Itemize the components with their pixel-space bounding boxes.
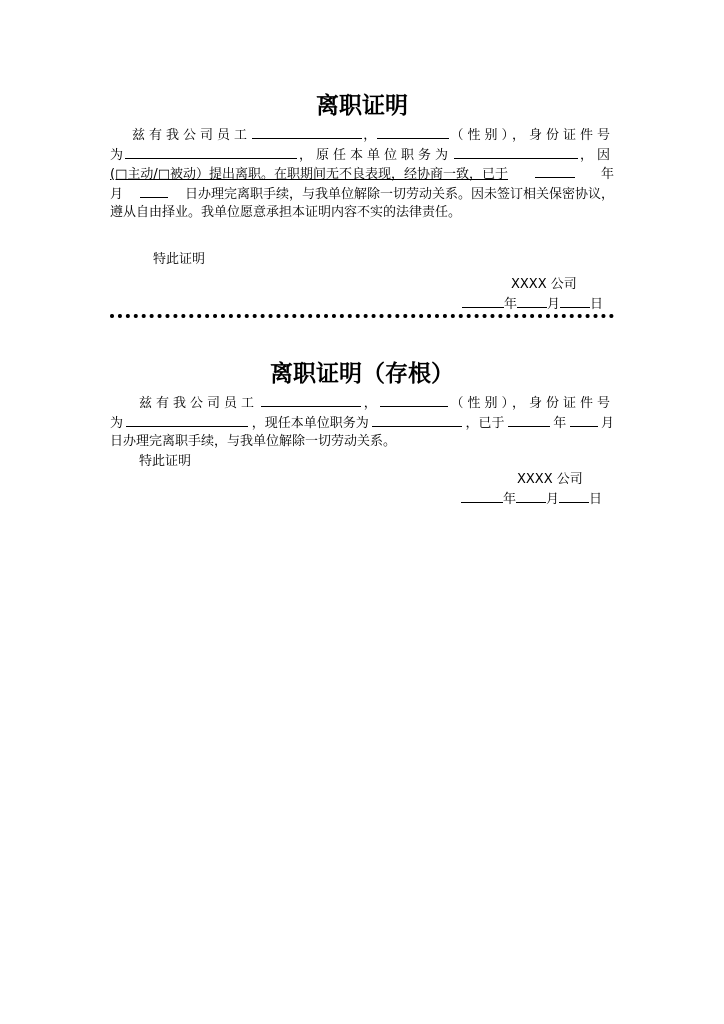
date-day-label: 日 [590, 297, 604, 312]
stub-blank-year [508, 413, 550, 427]
text-year: 年 [600, 167, 614, 182]
stub-blank-position [372, 413, 462, 427]
stub-line-1 [110, 393, 614, 413]
stub-text-comma: ， [363, 396, 377, 411]
stub-blank-date-year [461, 489, 503, 503]
stub-line-3: 日办理完离职手续，与我单位解除一切劳动关系。 [110, 434, 397, 449]
stub-company: XXXX 公司 [517, 472, 583, 487]
blank-date-day [560, 294, 590, 308]
certificate-closing: 特此证明 [153, 252, 206, 267]
stub-text-current-position: ，现任本单位职务为 [251, 416, 369, 431]
stub-blank-employee-name [261, 393, 361, 407]
blank-employee-name [252, 125, 362, 139]
blank-year [535, 164, 575, 178]
certificate-date [462, 294, 603, 315]
blank-gender [377, 125, 449, 139]
text-original-position: ，原任本单位职务为 [298, 148, 452, 163]
stub-date-day-label: 日 [589, 492, 603, 507]
certificate-line-2 [110, 145, 614, 165]
stub-date-month-label: 月 [546, 492, 560, 507]
text-month: 月 [110, 187, 124, 202]
certificate-line-3 [110, 164, 614, 184]
stub-text-already: ，已于 [465, 416, 505, 431]
certificate-title: 离职证明 [316, 93, 408, 119]
text-comma: ， [363, 128, 377, 143]
stub-text-month: 月 [600, 416, 614, 431]
blank-position [454, 145, 578, 159]
date-year-label: 年 [504, 297, 518, 312]
stub-text-for: 为 [110, 416, 124, 431]
certificate-line-4 [110, 184, 614, 204]
stub-text-year: 年 [553, 416, 567, 431]
blank-id-number [125, 145, 297, 159]
text-gender-id: （性别），身份证件号 [450, 128, 614, 143]
stub-blank-date-month [516, 489, 546, 503]
dotted-cut-line [110, 314, 614, 318]
stub-blank-date-day [559, 489, 589, 503]
blank-day [140, 184, 168, 198]
stub-blank-gender [380, 393, 448, 407]
text-for: 为 [110, 148, 124, 163]
text-resign-type: (□主动/□被动）提出离职。在职期间无不良表现，经协商一致，已于 [110, 167, 509, 182]
certificate-company: XXXX 公司 [511, 277, 577, 292]
stub-date-year-label: 年 [503, 492, 517, 507]
blank-date-year [462, 294, 504, 308]
stub-blank-month [570, 413, 598, 427]
certificate-line-5: 遵从自由择业。我单位愿意承担本证明内容不实的法律责任。 [110, 205, 462, 220]
stub-line-2 [110, 413, 614, 433]
text-because: ，因 [579, 148, 614, 163]
date-month-label: 月 [547, 297, 561, 312]
text-procedure: 日办理完离职手续，与我单位解除一切劳动关系。因未签订相关保密协议， [184, 187, 614, 202]
certificate-line-1 [110, 125, 614, 145]
stub-title: 离职证明（存根） [270, 361, 454, 387]
stub-text-employee-intro: 兹有我公司员工 [139, 396, 259, 411]
stub-blank-id-number [126, 413, 248, 427]
blank-date-month [517, 294, 547, 308]
text-employee-intro: 兹有我公司员工 [132, 128, 252, 143]
stub-text-gender-id: （性别），身份证件号 [450, 396, 614, 411]
stub-date [461, 489, 602, 510]
stub-closing: 特此证明 [139, 454, 192, 469]
